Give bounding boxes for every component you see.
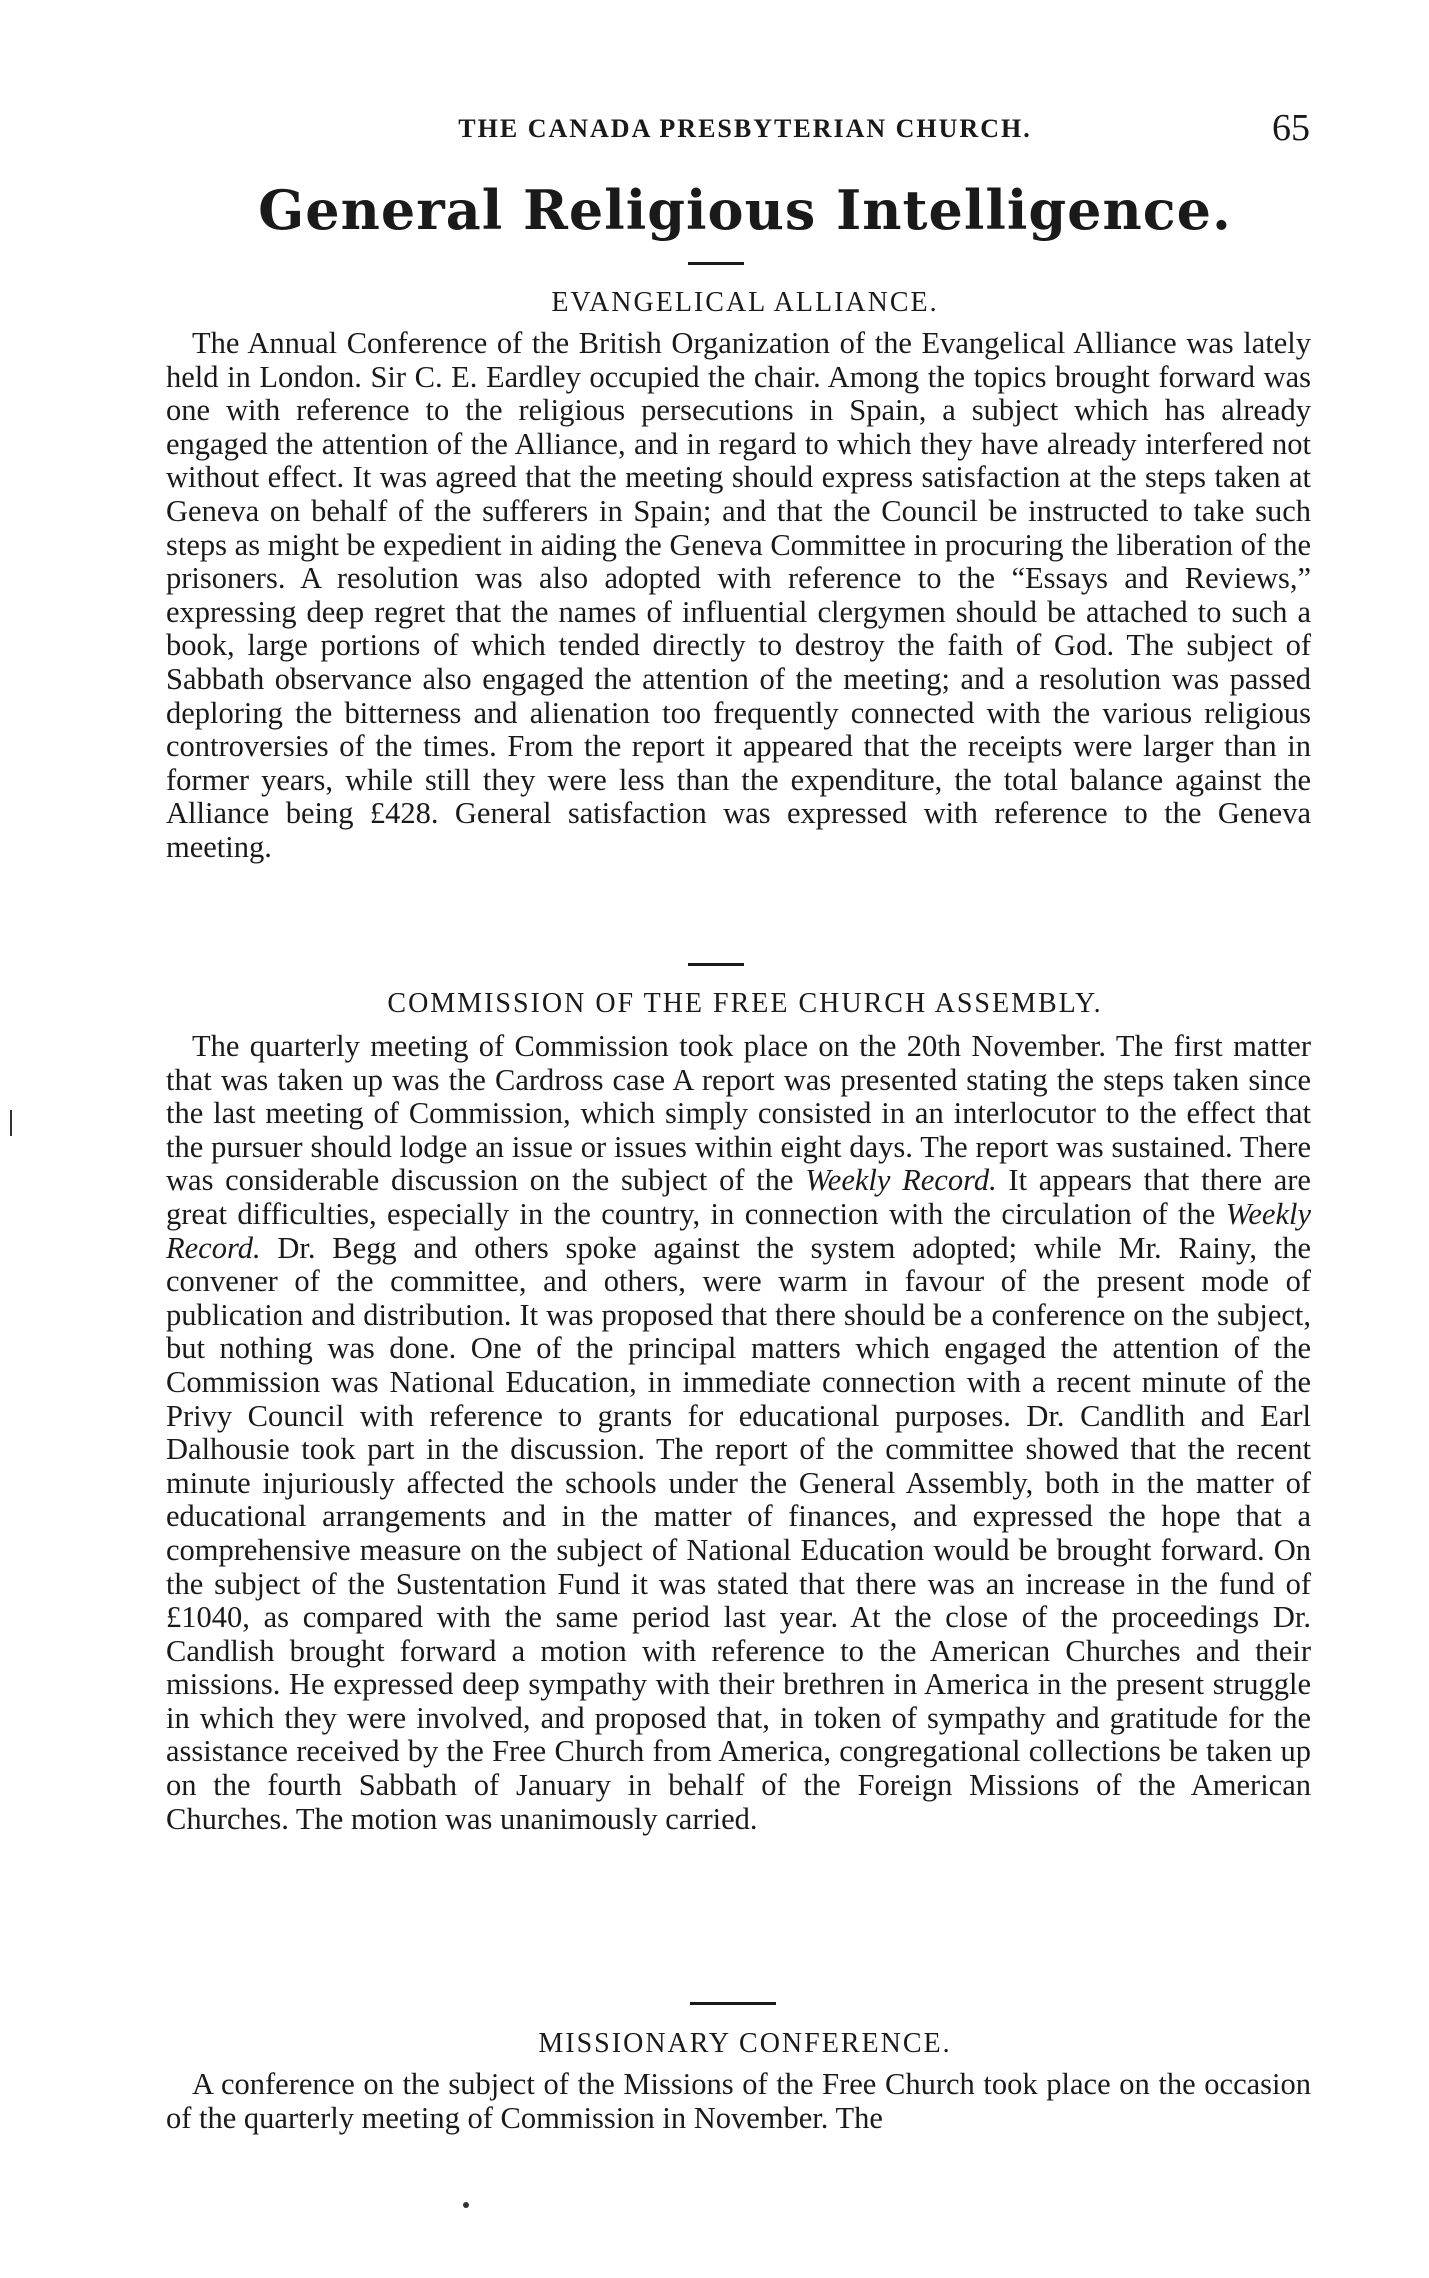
divider-rule — [690, 2002, 776, 2005]
divider-rule — [688, 262, 744, 265]
body-text: Dr. Begg and others spoke against the system adopted; while Mr. Rainy, the convener of the committee, and others, were warm in favour of the present mode of publication and distribution. It was proposed that there should be a conference on the subject, but nothing was done. One of the principal matters which engaged the attention of the Commission was National Education, in immediate connection with a recent minute of the Privy Council with reference to grants for educational purposes. Dr. Candlith and Earl Dalhousie took part in the discussion. The report of the committee showed that the recent minute injuriously affected the schools under the General Assembly, both in the matter of educational arrangements and in the matter of finances, and expressed the hope that a comprehensive measure on the subject of National Education would be brought forward. On the subject of the Sustentation Fund it was stated that there was an increase in the fund of £1040, as compared with the same period last year. At the close of the proceedings Dr. Candlish brought forward a motion with reference to the American Churches and their missions. He expressed deep sympathy with their brethren in America in the present struggle in which they were involved, and proposed that, in token of sympathy and gratitude for the assistance received by the Free Church from America, congregational collections be taken up on the fourth Sabbath of January in behalf of the Foreign Missions of the American Churches. The motion was unanimously carried. — [166, 1230, 1311, 1836]
publication-title: Weekly Record. — [166, 1196, 1311, 1265]
publication-title: Weekly Record. — [805, 1163, 997, 1198]
ink-speck — [463, 2202, 469, 2208]
section-heading-missionary-conference: MISSIONARY CONFERENCE. — [538, 2028, 952, 2059]
running-title: THE CANADA PRESBYTERIAN CHURCH. — [458, 114, 1032, 143]
section-body-free-church-commission — [166, 1030, 1311, 1836]
body-text: The quarterly meeting of Commission took place on the 20th November. The first matter that was taken up was the Cardross case A report was presented stating the steps taken since the last meeting of Commission, which simply consisted in an interlocutor to the effect that the pursuer should lodge an issue or issues within eight days. The report was sustained. There was considerable discussion on the subject of the — [166, 1029, 1311, 1198]
page-number: 65 — [1272, 107, 1310, 149]
divider-rule — [688, 963, 744, 966]
section-body-evangelical-alliance: The Annual Conference of the British Organization of the Evangelical Alliance was lately held in London. Sir C. E. Eardley occupied the chair. Among the topics brought forward was one with reference to the religious persecutions in Spain, a subject which has already engaged the attention of the Alliance, and in regard to which they have already interfered not without effect. It was agreed that the meeting should express satisfaction at the steps taken at Geneva on behalf of the sufferers in Spain; and that the Council be instructed to take such steps as might be expedient in aiding the Geneva Committee in procuring the liberation of the prisoners. A resolution was also adopted with reference to the “Essays and Reviews,” expressing deep regret that the names of influential clergymen should be attached to such a book, large portions of which tended directly to destroy the faith of God. The subject of Sabbath observance also engaged the attention of the meeting; and a resolution was passed deploring the bitterness and alienation too frequently connected with the various religious controversies of the times. From the report it appeared that the receipts were larger than in former years, while still they were less than the expenditure, the total balance against the Alliance being £428. General satisfaction was expressed with reference to the Geneva meeting. — [166, 326, 1311, 864]
section-body-missionary-conference: A conference on the subject of the Missions of the Free Church took place on the occasion of the quarterly meeting of Commission in November. The — [166, 2067, 1311, 2135]
body-text: It appears that there are great difficulties, especially in the country, in connection with the circulation of the — [166, 1163, 1311, 1231]
section-heading-free-church-commission: COMMISSION OF THE FREE CHURCH ASSEMBLY. — [387, 988, 1103, 1019]
page-title: General Religious Intelligence. — [258, 178, 1232, 242]
margin-mark — [10, 1110, 12, 1136]
running-header — [160, 106, 1330, 154]
section-heading-evangelical-alliance: EVANGELICAL ALLIANCE. — [551, 287, 939, 318]
